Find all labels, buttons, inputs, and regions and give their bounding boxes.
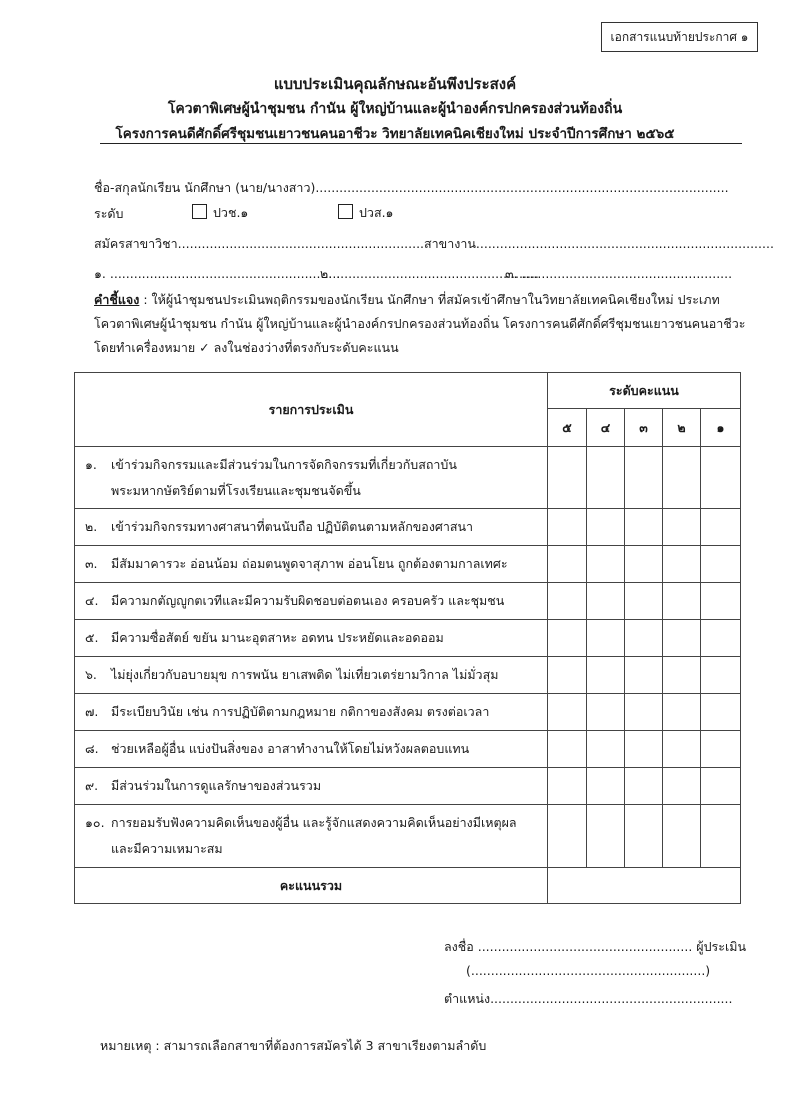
item-cell [75, 509, 548, 546]
total-label: คะแนนรวม [75, 868, 548, 904]
item-text: ช่วยเหลือผู้อื่น แบ่งปันสิ่งของ อาสาทำงานให้โดยไม่หวังผลตอบแทน [111, 741, 470, 756]
table-row [75, 731, 741, 768]
item-number: ๕. [85, 630, 99, 645]
item-number: ๘. [85, 741, 99, 756]
score-cell[interactable] [625, 768, 663, 805]
score-cell[interactable] [548, 805, 587, 868]
instructions [94, 288, 749, 360]
item-number: ๑. [85, 456, 97, 472]
page-title: แบบประเมินคุณลักษณะอันพึงประสงค์ [273, 75, 517, 93]
item-text: มีสัมมาคารวะ อ่อนน้อม ถ่อมตนพูดจาสุภาพ อ่อนโยน ถูกต้องตามกาลเทศะ [111, 556, 508, 571]
item-number: ๒. [85, 519, 98, 534]
score-3-header: ๓ [625, 409, 663, 447]
score-cell[interactable] [663, 447, 701, 509]
item-text: มีระเบียบวินัย เช่น การปฏิบัติตามกฎหมาย กติกาของสังคม ตรงต่อเวลา [111, 704, 490, 719]
score-cell[interactable] [625, 447, 663, 509]
position-field[interactable]: ตำแหน่ง............................................................. [444, 991, 733, 1006]
score-cell[interactable] [548, 447, 587, 509]
table-row [75, 583, 741, 620]
table-row [75, 620, 741, 657]
score-cell[interactable] [587, 447, 625, 509]
table-row [75, 447, 741, 509]
item-number: ๖. [85, 667, 97, 682]
item-number: ๙. [85, 778, 99, 793]
level-label: ระดับ [94, 206, 124, 221]
score-cell[interactable] [587, 694, 625, 731]
level-option-label: ปวช.๑ [213, 205, 249, 220]
signature-field[interactable]: ลงชื่อ ...................................................... ผู้ประเมิน [444, 939, 747, 954]
header-item: รายการประเมิน [75, 373, 548, 447]
footnote: หมายเหตุ : สามารถเลือกสาขาที่ต้องการสมัครได้ 3 สาขาเรียงตามลำดับ [100, 1038, 487, 1053]
choice-2-field[interactable]: ๒. ................................................... [320, 266, 539, 281]
item-number: ๗. [85, 704, 99, 719]
score-cell[interactable] [587, 731, 625, 768]
total-score-cell[interactable] [548, 868, 741, 904]
total-row [75, 868, 741, 904]
score-cell[interactable] [625, 546, 663, 583]
table-row [75, 768, 741, 805]
major-field[interactable]: สมัครสาขาวิชา..............................................................สาขางาน........................................................................... [94, 236, 774, 251]
item-text: มีความซื่อสัตย์ ขยัน มานะอุตสาหะ อดทน ประหยัดและอดออม [111, 630, 444, 645]
score-cell[interactable] [548, 620, 587, 657]
score-cell[interactable] [701, 509, 741, 546]
level-option-label: ปวส.๑ [359, 205, 394, 220]
item-number: ๔. [85, 593, 99, 608]
level-option-high-vocational[interactable] [338, 203, 394, 223]
score-cell[interactable] [663, 731, 701, 768]
item-text-continued: และมีความเหมาะสม [111, 841, 223, 856]
score-cell[interactable] [548, 583, 587, 620]
table-row [75, 657, 741, 694]
score-cell[interactable] [548, 509, 587, 546]
score-cell[interactable] [663, 546, 701, 583]
score-1-header: ๑ [701, 409, 741, 447]
score-cell[interactable] [548, 546, 587, 583]
table-row [75, 546, 741, 583]
score-cell[interactable] [663, 805, 701, 868]
score-cell[interactable] [625, 805, 663, 868]
score-cell[interactable] [548, 731, 587, 768]
item-cell [75, 583, 548, 620]
score-cell[interactable] [701, 447, 741, 509]
item-cell [75, 447, 548, 509]
item-text-continued: พระมหากษัตริย์ตามที่โรงเรียนและชุมชนจัดขึ้น [111, 482, 361, 498]
item-cell [75, 805, 548, 868]
instruction-text: : ให้ผู้นำชุมชนประเมินพฤติกรรมของนักเรียน นักศึกษา ที่สมัครเข้าศึกษาในวิทยาลัยเทคนิคเชียงใหม่ ประเภทโควตาพิเศษผู้นำชุมชน กำนัน ผู้ใหญ่บ้านและผู้นำองค์กรปกครองส่วนท้องถิ่น โครงการคนดีศักดิ์ศรีชุมชนเยาวชนคนอาชีวะ โดยทำเครื่องหมาย ✓ ลงในช่องว่างที่ตรงกับระดับคะแนน [94, 292, 746, 355]
score-cell[interactable] [701, 805, 741, 868]
item-cell [75, 731, 548, 768]
attachment-tag [601, 22, 758, 52]
header-level: ระดับคะแนน [548, 373, 741, 409]
score-cell[interactable] [625, 657, 663, 694]
score-cell[interactable] [587, 620, 625, 657]
score-cell[interactable] [663, 509, 701, 546]
score-2-header: ๒ [663, 409, 701, 447]
score-cell[interactable] [587, 546, 625, 583]
item-cell [75, 546, 548, 583]
score-cell[interactable] [701, 694, 741, 731]
checkbox-icon[interactable] [192, 204, 207, 219]
project-title: โครงการคนดีศักดิ์ศรีชุมชนเยาวชนคนอาชีวะ วิทยาลัยเทคนิคเชียงใหม่ ประจำปีการศึกษา ๒๕๖๕ [115, 126, 675, 142]
item-number: ๑๐. [85, 815, 105, 830]
title-divider [100, 143, 742, 144]
score-cell[interactable] [587, 657, 625, 694]
score-cell[interactable] [587, 509, 625, 546]
score-cell[interactable] [701, 731, 741, 768]
item-text: มีความกตัญญูกตเวทีและมีความรับผิดชอบต่อตนเอง ครอบครัว และชุมชน [111, 593, 505, 608]
table-row [75, 805, 741, 868]
item-text: เข้าร่วมกิจกรรมทางศาสนาที่ตนนับถือ ปฏิบัติตนตามหลักของศาสนา [111, 519, 474, 534]
choice-3-field[interactable]: ๓. ..................................................... [505, 266, 733, 281]
score-cell[interactable] [701, 583, 741, 620]
score-cell[interactable] [663, 657, 701, 694]
score-cell[interactable] [548, 694, 587, 731]
item-cell [75, 657, 548, 694]
level-option-vocational[interactable] [192, 203, 248, 223]
score-cell[interactable] [587, 768, 625, 805]
score-cell[interactable] [663, 620, 701, 657]
student-name-field[interactable]: ชื่อ-สกุลนักเรียน นักศึกษา (นาย/นางสาว)........................................................................................................ [94, 180, 729, 195]
score-cell[interactable] [625, 620, 663, 657]
page-subtitle: โควตาพิเศษผู้นำชุมชน กำนัน ผู้ใหญ่บ้านและผู้นำองค์กรปกครองส่วนท้องถิ่น [167, 101, 623, 117]
score-cell[interactable] [587, 583, 625, 620]
score-4-header: ๔ [587, 409, 625, 447]
table-row [75, 509, 741, 546]
score-cell[interactable] [663, 583, 701, 620]
score-cell[interactable] [625, 694, 663, 731]
score-cell[interactable] [625, 509, 663, 546]
item-cell [75, 768, 548, 805]
score-cell[interactable] [625, 583, 663, 620]
score-cell[interactable] [701, 620, 741, 657]
score-cell[interactable] [701, 546, 741, 583]
score-cell[interactable] [548, 768, 587, 805]
item-text: มีส่วนร่วมในการดูแลรักษาของส่วนรวม [111, 778, 322, 793]
table-row [75, 694, 741, 731]
signer-name-field[interactable]: (...........................................................) [466, 963, 711, 978]
score-cell[interactable] [625, 731, 663, 768]
evaluation-table [74, 372, 741, 904]
item-cell [75, 620, 548, 657]
score-cell[interactable] [548, 657, 587, 694]
score-cell[interactable] [663, 768, 701, 805]
item-text: ไม่ยุ่งเกี่ยวกับอบายมุข การพนัน ยาเสพติด ไม่เที่ยวเตร่ยามวิกาล ไม่มั่วสุม [111, 667, 499, 682]
item-text: เข้าร่วมกิจกรรมและมีส่วนร่วมในการจัดกิจกรรมที่เกี่ยวกับสถาบัน [111, 456, 457, 472]
attachment-tag-text: เอกสารแนบท้ายประกาศ ๑ [610, 29, 749, 44]
score-cell[interactable] [701, 768, 741, 805]
choice-1-field[interactable]: ๑. .......................................................... [94, 266, 341, 281]
instruction-label: คำชี้แจง [94, 292, 140, 307]
checkbox-icon[interactable] [338, 204, 353, 219]
item-number: ๓. [85, 556, 98, 571]
score-cell[interactable] [587, 805, 625, 868]
item-cell [75, 694, 548, 731]
score-cell[interactable] [663, 694, 701, 731]
score-5-header: ๕ [548, 409, 587, 447]
item-text: การยอมรับฟังความคิดเห็นของผู้อื่น และรู้จักแสดงความคิดเห็นอย่างมีเหตุผล [111, 815, 517, 830]
score-cell[interactable] [701, 657, 741, 694]
